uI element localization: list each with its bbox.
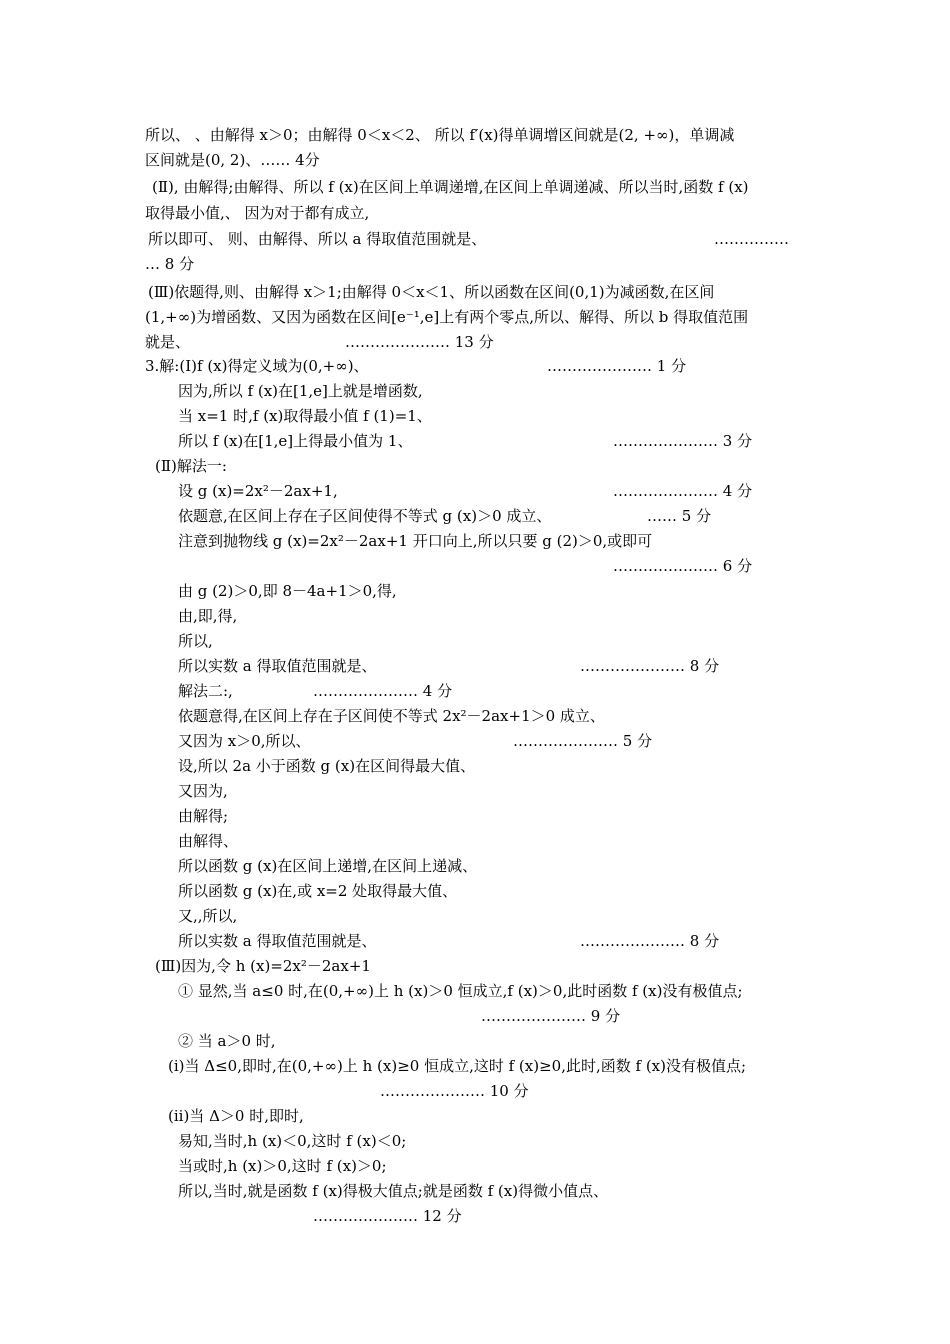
text-line: 当或时,h (x)＞0,这时 f (x)＞0; <box>178 1157 387 1175</box>
text-line: 易知,当时,h (x)＜0,这时 f (x)＜0; <box>178 1132 407 1150</box>
score-marker: ………………… 4 分 <box>613 482 753 500</box>
text-line: 区间就是(0, 2)、…… 4分 <box>145 151 320 169</box>
text-line: 所以实数 a 得取值范围就是、 <box>178 657 377 675</box>
score-marker: ………………… 6 分 <box>613 557 753 575</box>
text-line: 又,,所以, <box>178 907 238 925</box>
score-marker: ………………… 8 分 <box>580 932 720 950</box>
text-line: 由解得; <box>178 807 229 825</box>
section-heading: (Ⅱ)解法一: <box>155 457 227 475</box>
text-line: (Ⅲ)依题得,则、由解得 x＞1;由解得 0＜x＜1、所以函数在区间(0,1)为减函数,在区间 <box>148 283 715 301</box>
text-line: 所以函数 g (x)在,或 x=2 处取得最大值、 <box>178 882 458 900</box>
score-marker: ………………… 5 分 <box>513 732 653 750</box>
text-line: 当 x=1 时,f (x)取得最小值 f (1)=1、 <box>178 407 432 425</box>
text-line: 所以函数 g (x)在区间上递增,在区间上递减、 <box>178 857 478 875</box>
score-marker: ………………… 9 分 <box>481 1007 621 1025</box>
score-marker: … 8 分 <box>145 255 195 273</box>
text-line: (Ⅱ), 由解得;由解得、所以 f (x)在区间上单调递增,在区间上单调递减、所以当时,函数 f (x) <box>152 178 749 196</box>
text-line: 取得最小值,、 因为对于都有成立, <box>145 204 370 222</box>
score-marker: ………………… 3 分 <box>613 432 753 450</box>
text-line: 由解得、 <box>178 832 239 850</box>
score-marker: ………………… 13 分 <box>345 333 494 351</box>
text-line: ① 显然,当 a≤0 时,在(0,+∞)上 h (x)＞0 恒成立,f (x)＞0,此时函数 f (x)没有极值点; <box>178 982 743 1000</box>
text-line: 依题意,在区间上存在子区间使得不等式 g (x)＞0 成立、 <box>178 507 552 525</box>
section-heading: (Ⅲ)因为,令 h (x)=2x²－2ax+1 <box>155 957 371 975</box>
text-line: 所以, <box>178 632 213 650</box>
text-line: 所以即可、 则、由解得、所以 a 得取值范围就是、 <box>148 230 487 248</box>
text-line: 由,即,得, <box>178 607 238 625</box>
text-line: 解法二:, <box>178 682 233 700</box>
text-line: 设 g (x)=2x²－2ax+1, <box>178 482 338 500</box>
score-marker: ………………… 1 分 <box>547 357 687 375</box>
score-marker: ………………… 10 分 <box>380 1082 529 1100</box>
text-line: 由 g (2)＞0,即 8－4a+1＞0,得, <box>178 582 397 600</box>
text-line: 又因为, <box>178 782 228 800</box>
text-line: (i)当 Δ≤0,即时,在(0,+∞)上 h (x)≥0 恒成立,这时 f (x)≥0,此时,函数 f (x)没有极值点; <box>168 1057 747 1075</box>
text-line: 依题意得,在区间上存在子区间使不等式 2x²－2ax+1＞0 成立、 <box>178 707 605 725</box>
text-line: 注意到抛物线 g (x)=2x²－2ax+1 开口向上,所以只要 g (2)＞0,或即可 <box>178 532 653 550</box>
problem-heading: 3.解:(Ⅰ)f (x)得定义域为(0,+∞)、 <box>145 357 369 375</box>
text-line: 所以、 、由解得 x＞0；由解得 0＜x＜2、 所以 f′(x)得单调增区间就是(2, +∞)，单调减 <box>145 126 735 144</box>
text-line: 所以 f (x)在[1,e]上得最小值为 1、 <box>178 432 413 450</box>
text-line: 又因为 x＞0,所以、 <box>178 732 311 750</box>
score-marker: …… 5 分 <box>647 507 712 525</box>
text-line: 因为,所以 f (x)在[1,e]上就是增函数, <box>178 382 423 400</box>
text-line: (ii)当 Δ＞0 时,即时, <box>168 1107 304 1125</box>
score-marker: ………………… 8 分 <box>580 657 720 675</box>
text-line: 所以实数 a 得取值范围就是、 <box>178 932 377 950</box>
text-line: 设,所以 2a 小于函数 g (x)在区间得最大值、 <box>178 757 476 775</box>
score-marker: ………………… 4 分 <box>313 682 453 700</box>
text-line: 就是、 <box>145 333 191 351</box>
text-line: 所以,当时,就是函数 f (x)得极大值点;就是函数 f (x)得微小值点、 <box>178 1182 609 1200</box>
text-line: (1,+∞)为增函数、又因为函数在区间[e⁻¹,e]上有两个零点,所以、解得、所以 b 得取值范围 <box>145 308 749 326</box>
score-marker: ………………… 12 分 <box>313 1207 462 1225</box>
text-line: ② 当 a＞0 时, <box>178 1032 276 1050</box>
score-marker: …………… <box>714 230 789 248</box>
